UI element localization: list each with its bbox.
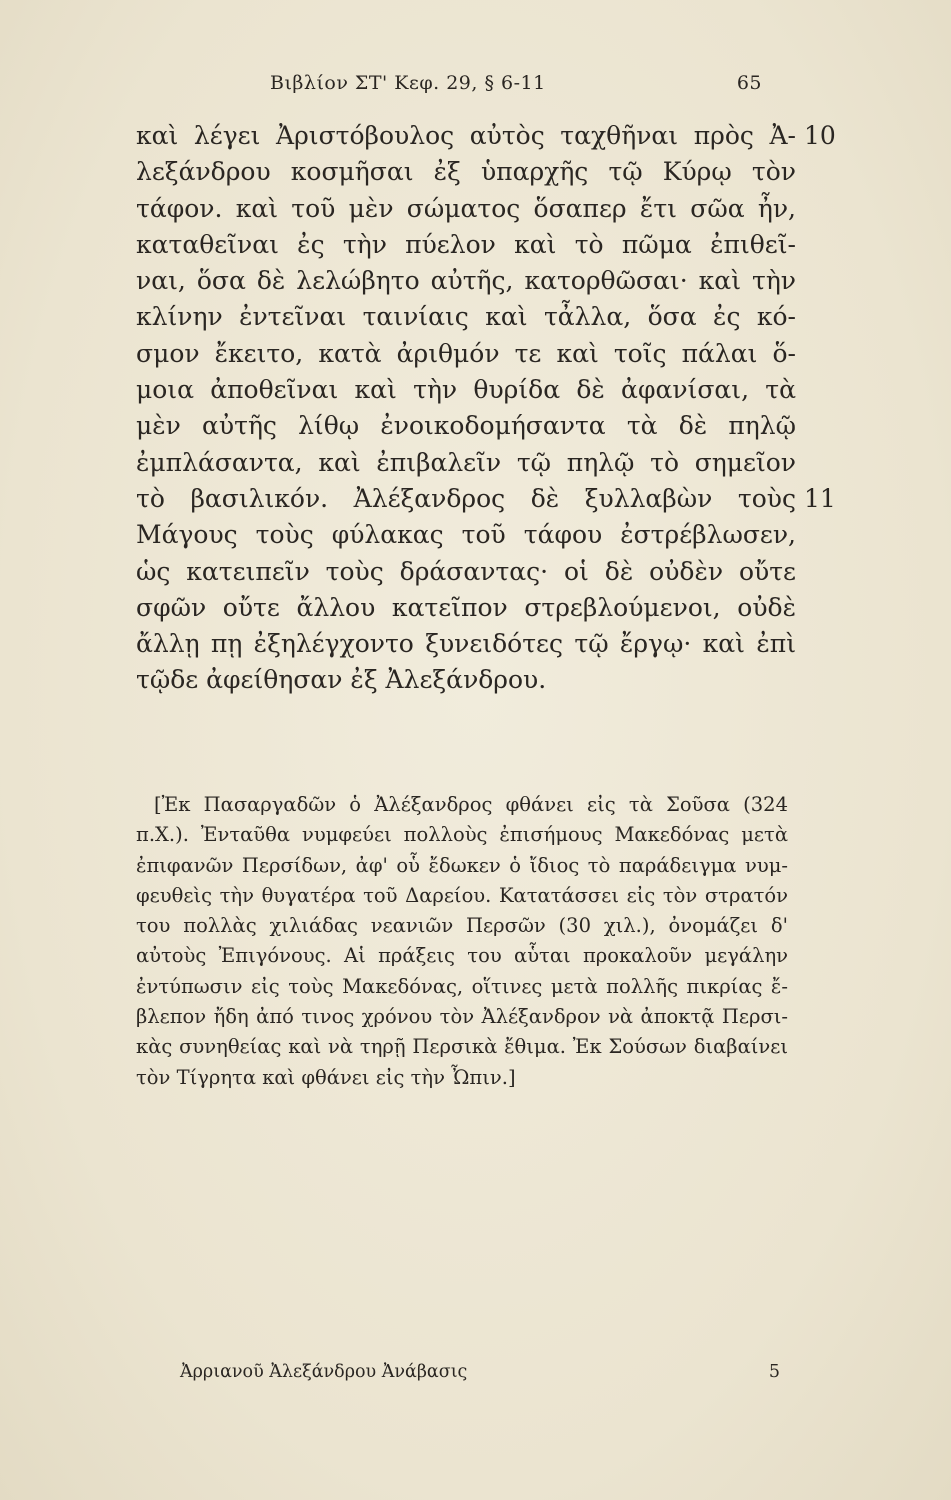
text-line: λεξάνδρου κοσμῆσαι ἐξ ὑπαρχῆς τῷ Κύρῳ τὸν [136,157,796,187]
text-line: Μάγους τοὺς φύλακας τοῦ τάφου ἐστρέβλωσεν, [136,520,796,550]
page-footer [180,1362,780,1390]
page-number: 65 [736,72,762,94]
summary-line: [Ἐκ Πασαργαδῶν ὁ Ἀλέξανδρος φθάνει εἰς τὰ Σοῦσα (324 [154,793,788,816]
signature-mark: 5 [768,1362,780,1382]
editorial-summary [136,790,788,1093]
summary-line: αὐτοὺς Ἐπιγόνους. Αἱ πράξεις του αὗται προκαλοῦν μεγάλην [136,944,788,968]
text-line: ἄλλῃ πῃ ἐξηλέγχοντο ξυνειδότες τῷ ἔργῳ· καὶ ἐπὶ [136,629,796,659]
text-line: τάφον. καὶ τοῦ μὲν σώματος ὅσαπερ ἔτι σῶα ἦν, [136,193,796,223]
summary-line: κὰς συνηθείας καὶ νὰ τηρῇ Περσικὰ ἔθιμα. Ἐκ Σούσων διαβαίνει [136,1035,788,1059]
summary-line: βλεπον ἤδη ἀπό τινος χρόνου τὸν Ἀλέξανδρον νὰ ἀποκτᾷ Περσι- [136,1005,788,1029]
summary-line: φευθεὶς τὴν θυγατέρα τοῦ Δαρείου. Κατατάσσει εἰς τὸν στρατόν [136,883,788,907]
text-line: σμον ἔκειτο, κατὰ ἀριθμόν τε καὶ τοῖς πάλαι ὅ- [136,338,796,368]
footer-title: Ἀρριανοῦ Ἀλεξάνδρου Ἀνάβασις [180,1362,468,1382]
text-line: καταθεῖναι ἐς τὴν πύελον καὶ τὸ πῶμα ἐπιθεῖ- [136,229,796,259]
text-line: καὶ λέγει Ἀριστόβουλος αὐτὸς ταχθῆναι πρὸς Ἀ- [136,121,796,150]
margin-section-number: 11 [804,484,836,513]
text-line: μὲν αὐτῆς λίθῳ ἐνοικοδομήσαντα τὰ δὲ πηλῷ [136,411,796,441]
summary-line: π.Χ.). Ἐνταῦθα νυμφεύει πολλοὺς ἐπισήμους Μακεδόνας μετὰ [136,823,788,847]
text-line: ναι, ὅσα δὲ λελώβητο αὐτῆς, κατορθῶσαι· καὶ τὴν [136,266,796,296]
summary-line: τὸν Τίγρητα καὶ φθάνει εἰς τὴν Ὦπιν.] [136,1065,516,1089]
text-line: ἐμπλάσαντα, καὶ ἐπιβαλεῖν τῷ πηλῷ τὸ σημεῖον [136,447,796,477]
running-title: Βιβλίον ΣΤ' Κεφ. 29, § 6-11 [270,72,546,94]
main-text-block [136,118,836,699]
summary-line: του πολλὰς χιλιάδας νεανιῶν Περσῶν (30 χιλ.), ὀνομάζει δ' [136,914,788,938]
text-line: τῷδε ἀφείθησαν ἐξ Ἀλεξάνδρου. [136,665,547,695]
text-line: τὸ βασιλικόν. Ἀλέξανδρος δὲ ξυλλαβὼν τοὺς [136,483,796,513]
text-line: ὡς κατειπεῖν τοὺς δράσαντας· οἱ δὲ οὐδὲν οὔτε [136,556,796,586]
summary-line: ἐντύπωσιν εἰς τοὺς Μακεδόνας, οἵτινες μετὰ πολλῆς πικρίας ἔ- [136,974,788,998]
running-header [270,72,790,102]
margin-section-number: 10 [804,121,836,150]
text-line: μοια ἀποθεῖναι καὶ τὴν θυρίδα δὲ ἀφανίσαι, τὰ [136,375,796,405]
text-line: κλίνην ἐντεῖναι ταινίαις καὶ τἆλλα, ὅσα ἐς κό- [136,302,796,332]
summary-line: ἐπιφανῶν Περσίδων, ἀφ' οὗ ἔδωκεν ὁ ἴδιος τὸ παράδειγμα νυμ- [136,853,788,877]
text-line: σφῶν οὔτε ἄλλου κατεῖπον στρεβλούμενοι, οὐδὲ [136,592,796,622]
